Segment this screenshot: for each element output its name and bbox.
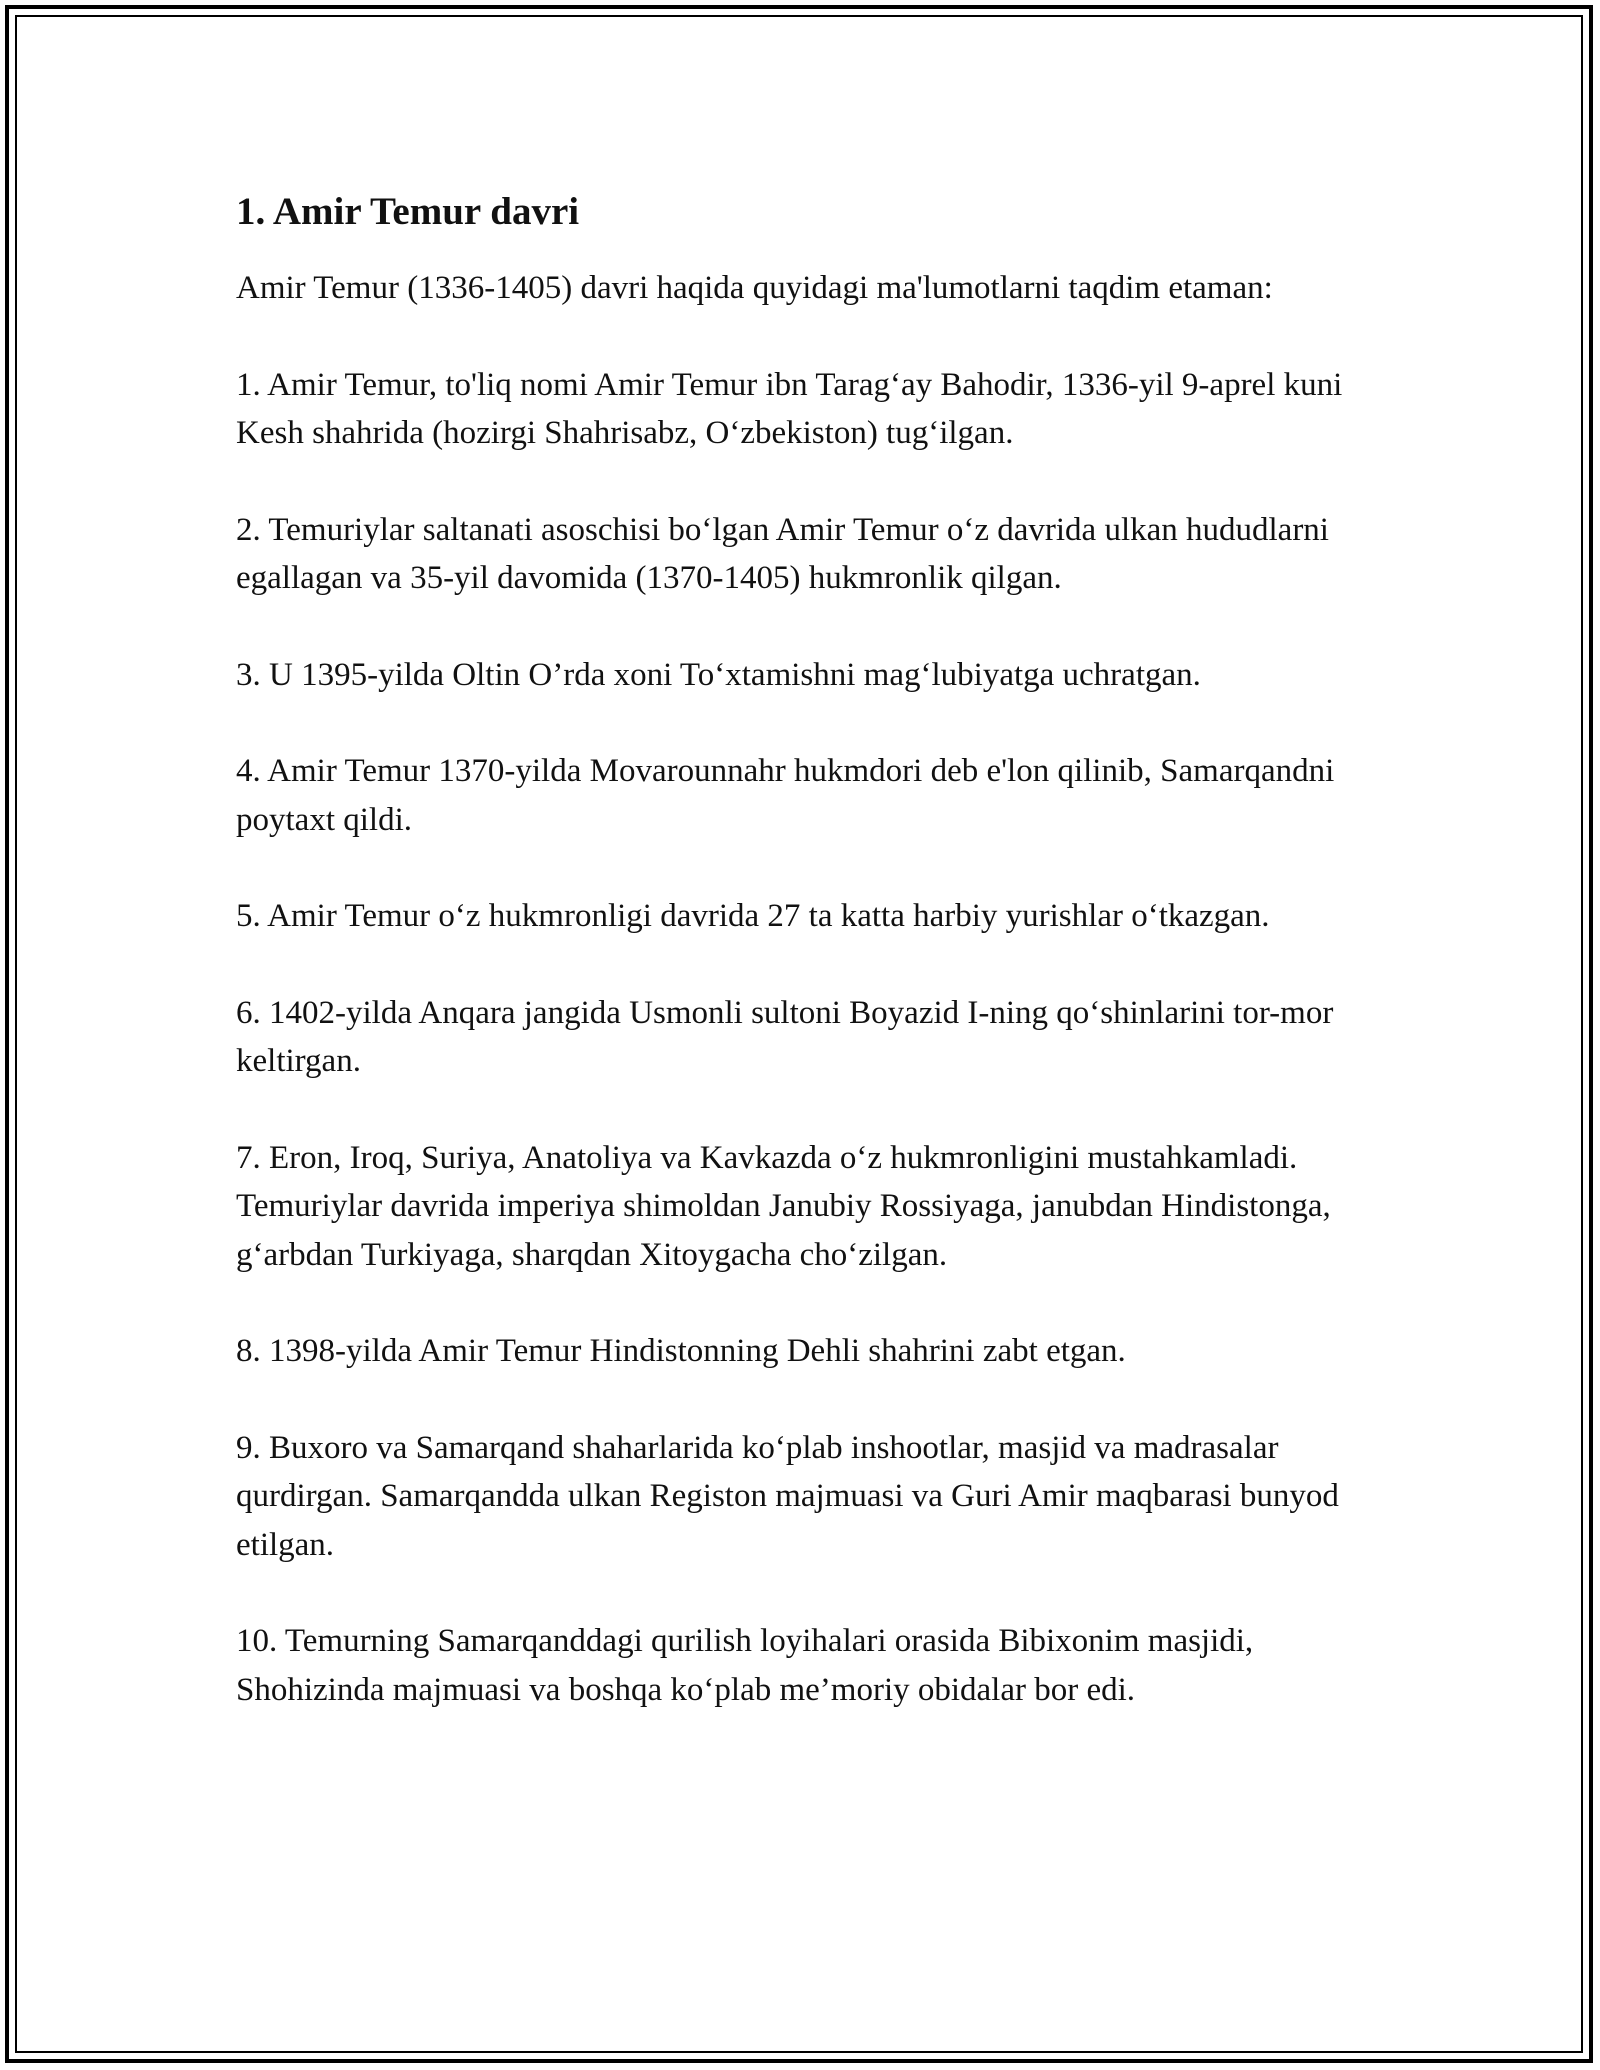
document-body (236, 188, 1376, 1762)
list-item-6: 6. 1402-yilda Anqara jangida Usmonli sultoni Boyazid I-ning qo‘shinlarini tor-mor keltirgan. (236, 994, 1334, 1079)
list-item-4: 4. Amir Temur 1370-yilda Movarounnahr hukmdori deb e'lon qilinib, Samarqandni poytaxt qildi. (236, 753, 1335, 838)
list-item-5: 5. Amir Temur o‘z hukmronligi davrida 27 ta katta harbiy yurishlar o‘tkazgan. (236, 898, 1270, 934)
intro-paragraph: Amir Temur (1336-1405) davri haqida quyidagi ma'lumotlarni taqdim etaman: (236, 270, 1273, 306)
list-item-7: 7. Eron, Iroq, Suriya, Anatoliya va Kavkazda o‘z hukmronligini mustahkamladi. Temuriylar davrida imperiya shimoldan Janubiy Rossiyaga, janubdan Hindistonga, g‘arbdan Turkiyaga, sharqdan Xitoygacha cho‘zilgan. (236, 1139, 1331, 1273)
list-item-9: 9. Buxoro va Samarqand shaharlarida ko‘plab inshootlar, masjid va madrasalar qurdirgan. Samarqandda ulkan Registon majmuasi va Guri Amir maqbarasi bunyod etilgan. (236, 1429, 1339, 1563)
document-title: 1. Amir Temur davri (236, 190, 580, 233)
list-item-10: 10. Temurning Samarqanddagi qurilish loyihalari orasida Bibixonim masjidi, Shohizinda majmuasi va boshqa ko‘plab me’moriy obidalar bor edi. (236, 1623, 1254, 1708)
list-item-3: 3. U 1395-yilda Oltin O’rda xoni To‘xtamishni mag‘lubiyatga uchratgan. (236, 656, 1201, 693)
list-item-1: 1. Amir Temur, to'liq nomi Amir Temur ibn Tarag‘ay Bahodir, 1336-yil 9-aprel kuni Kesh shahrida (hozirgi Shahrisabz, O‘zbekiston) tug‘ilgan. (236, 366, 1343, 451)
list-item-8: 8. 1398-yilda Amir Temur Hindistonning Dehli shahrini zabt etgan. (236, 1333, 1126, 1369)
list-item-2: 2. Temuriylar saltanati asoschisi bo‘lgan Amir Temur o‘z davrida ulkan hududlarni egallagan va 35-yil davomida (1370-1405) hukmronlik qilgan. (236, 511, 1329, 596)
